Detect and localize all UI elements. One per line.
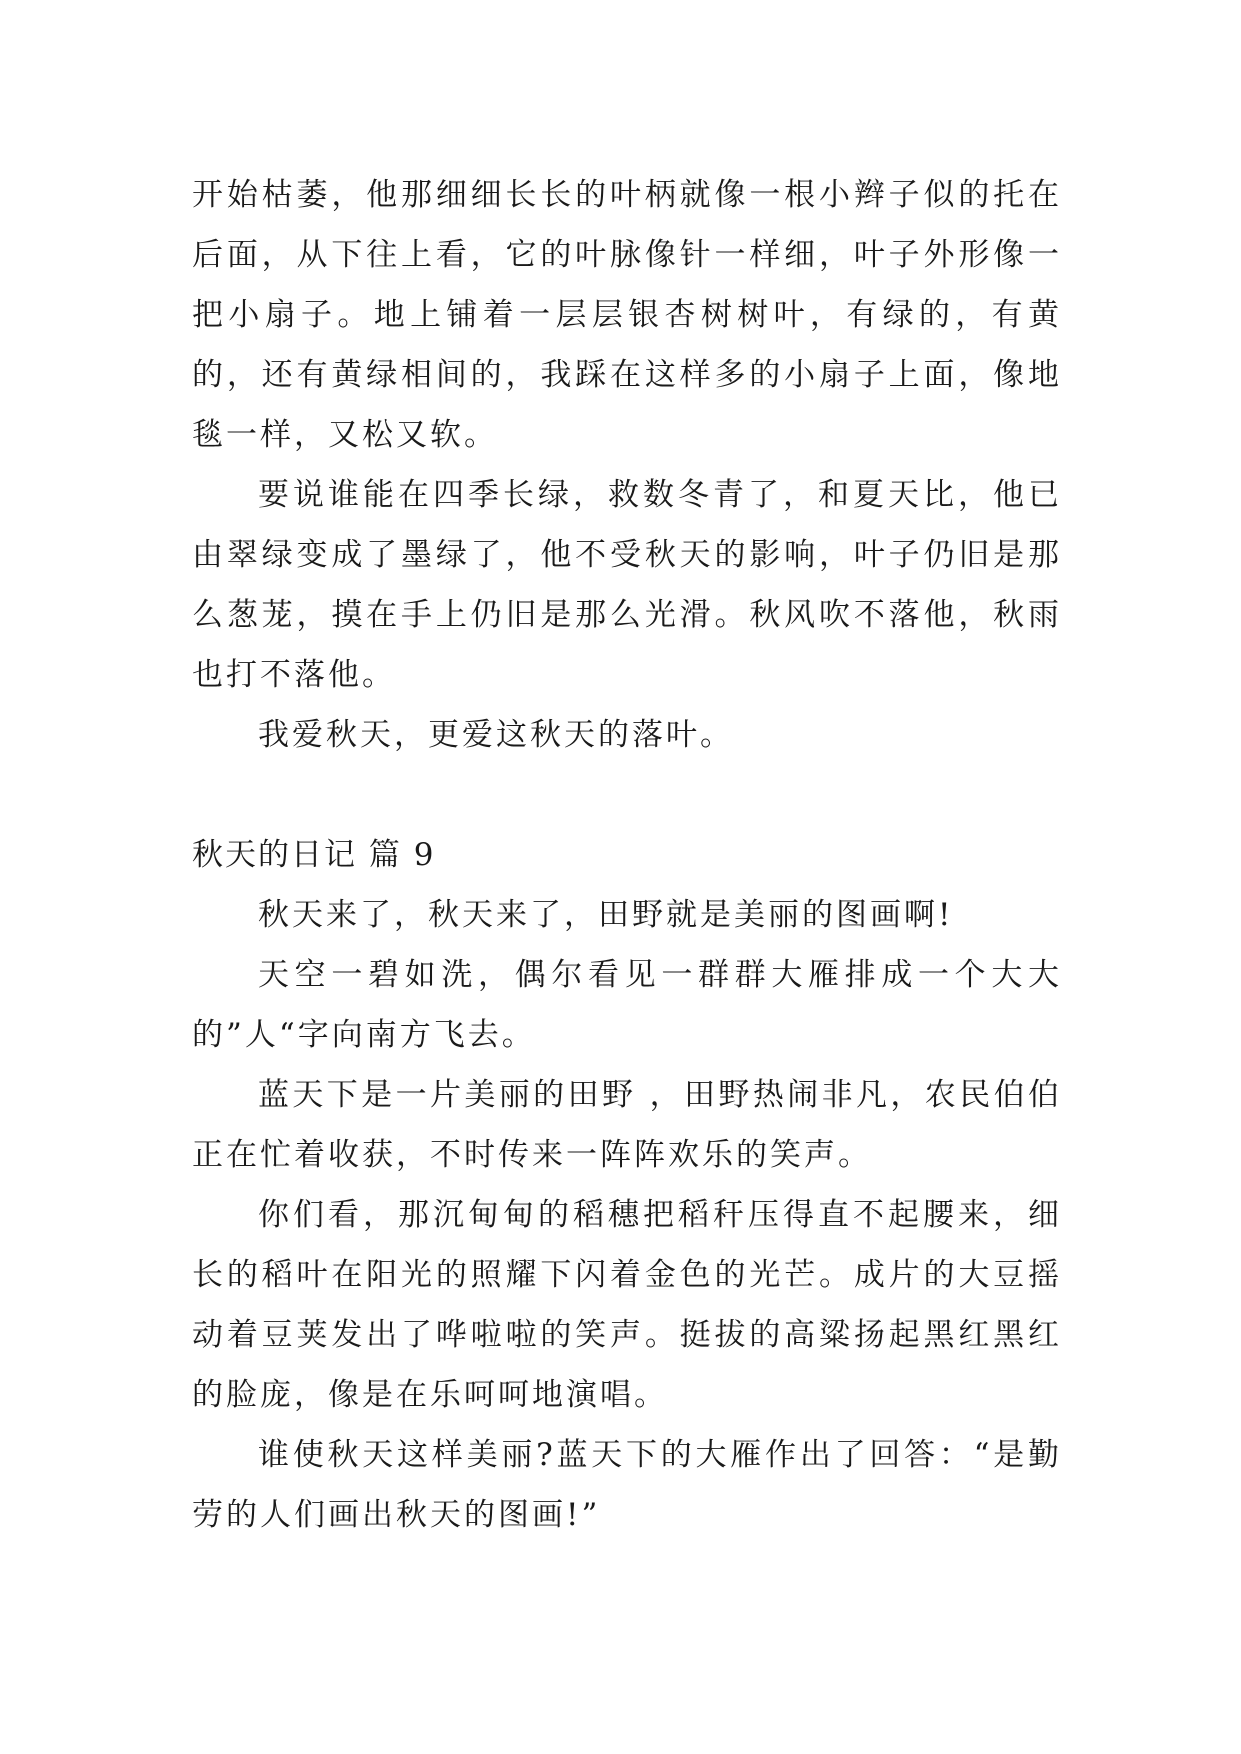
paragraph: 谁使秋天这样美丽?蓝天下的大雁作出了回答：“是勤劳的人们画出秋天的图画!” [192, 1437, 1062, 1533]
paragraph: 要说谁能在四季长绿，救数冬青了，和夏天比，他已由翠绿变成了墨绿了，他不受秋天的影响，叶子仍旧是那么葱茏，摸在手上仍旧是那么光滑。秋风吹不落他，秋雨也打不落他。 [192, 477, 1062, 693]
article-title: 秋天的日记 篇 9 [192, 837, 436, 873]
document-page [192, 165, 1062, 1545]
section-spacer [192, 765, 1062, 825]
paragraph: 天空一碧如洗，偶尔看见一群群大雁排成一个大大的”人“字向南方飞去。 [192, 957, 1062, 1053]
paragraph: 你们看，那沉甸甸的稻穗把稻秆压得直不起腰来，细长的稻叶在阳光的照耀下闪着金色的光芒。成片的大豆摇动着豆荚发出了哗啦啦的笑声。挺拔的高粱扬起黑红黑红的脸庞，像是在乐呵呵地演唱。 [192, 1197, 1062, 1413]
paragraph: 我爱秋天，更爱这秋天的落叶。 [258, 717, 734, 753]
paragraph: 秋天来了，秋天来了，田野就是美丽的图画啊! [258, 897, 954, 933]
paragraph: 蓝天下是一片美丽的田野 ，田野热闹非凡，农民伯伯正在忙着收获，不时传来一阵阵欢乐的笑声。 [192, 1077, 1062, 1173]
paragraph: 开始枯萎，他那细细长长的叶柄就像一根小辫子似的托在后面，从下往上看，它的叶脉像针一样细，叶子外形像一把小扇子。地上铺着一层层银杏树树叶，有绿的，有黄的，还有黄绿相间的，我踩在这样多的小扇子上面，像地毯一样，又松又软。 [192, 177, 1062, 453]
